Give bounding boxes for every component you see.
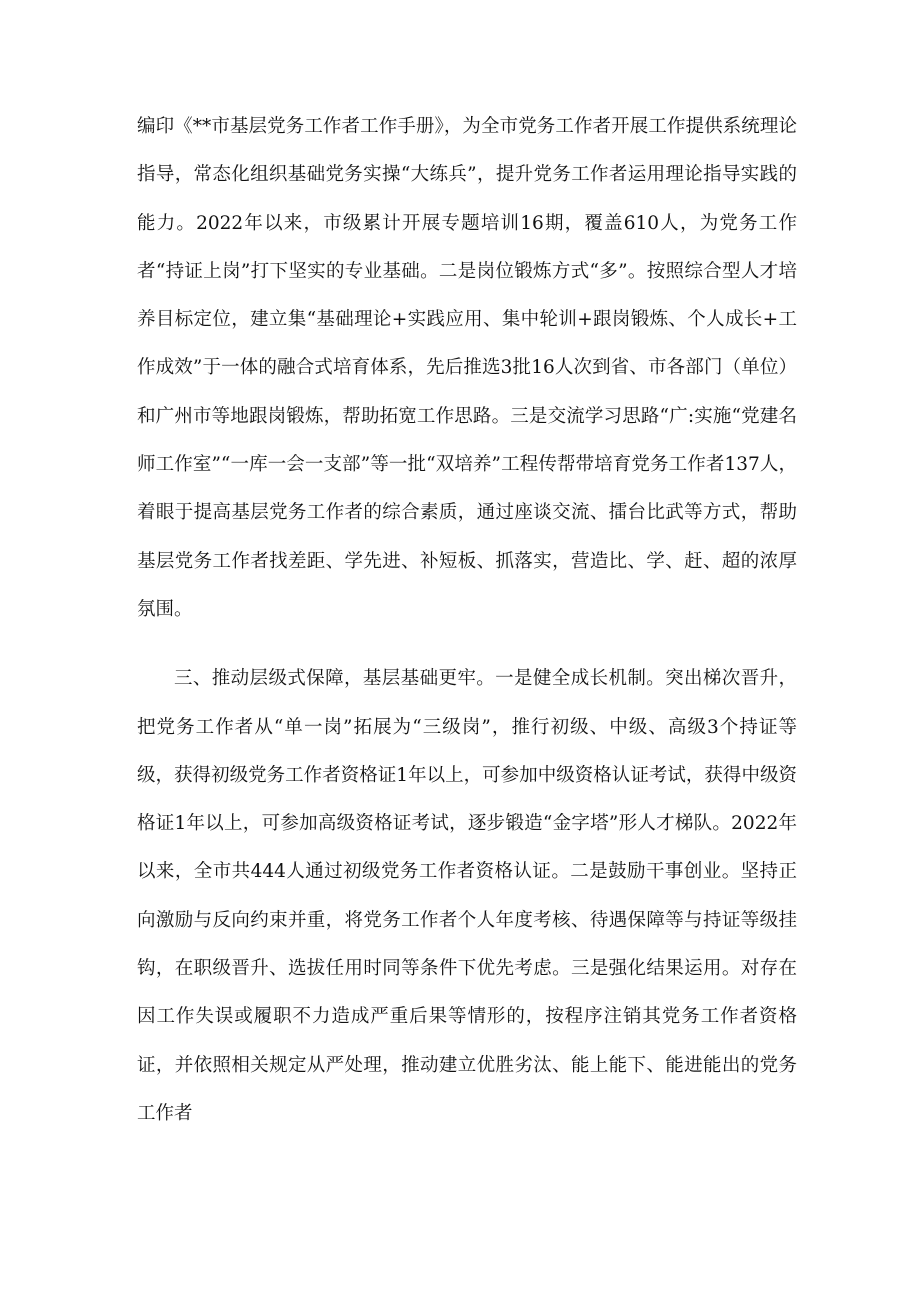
paragraph-tiered-guarantee: 三、推动层级式保障，基层基础更牢。一是健全成长机制。突出梯次晋升，把党务工作者从“单一岗”拓展为“三级岗”，推行初级、中级、高级3个持证等级，获得初级党务工作者资格证1年以上，可参加中级资格认证考试，获得中级资格证1年以上，可参加高级资格证考试，逐步锻造“金字塔”形人才梯队。2022年以来，全市共444人通过初级党务工作者资格认证。二是鼓励干事创业。坚持正向激励与反向约束并重，将党务工作者个人年度考核、待遇保障等与持证等级挂钩，在职级晋升、选拔任用时同等条件下优先考虑。三是强化结果运用。对存在因工作失误或履职不力造成严重后果等情形的，按程序注销其党务工作者资格证，并依照相关规定从严处理，推动建立优胜劣汰、能上能下、能进能出的党务工作者 <box>137 668 797 1124</box>
document-body <box>137 103 797 1138</box>
paragraph-training-methods: 编印《**市基层党务工作者工作手册》，为全市党务工作者开展工作提供系统理论指导，常态化组织基础党务实操“大练兵”，提升党务工作者运用理论指导实践的能力。2022年以来，市级累计开展专题培训16期，覆盖610人，为党务工作者“持证上岗”打下坚实的专业基础。二是岗位锻炼方式“多”。按照综合型人才培养目标定位，建立集“基础理论+实践应用、集中轮训+跟岗锻炼、个人成长+工作成效”于一体的融合式培育体系，先后推选3批16人次到省、市各部门（单位）和广州市等地跟岗锻炼，帮助拓宽工作思路。三是交流学习思路“广:实施“党建名师工作室”“一库一会一支部”等一批“双培养”工程传帮带培育党务工作者137人，着眼于提高基层党务工作者的综合素质，通过座谈交流、擂台比武等方式，帮助基层党务工作者找差距、学先进、补短板、抓落实，营造比、学、赶、超的浓厚氛围。 <box>137 116 797 620</box>
